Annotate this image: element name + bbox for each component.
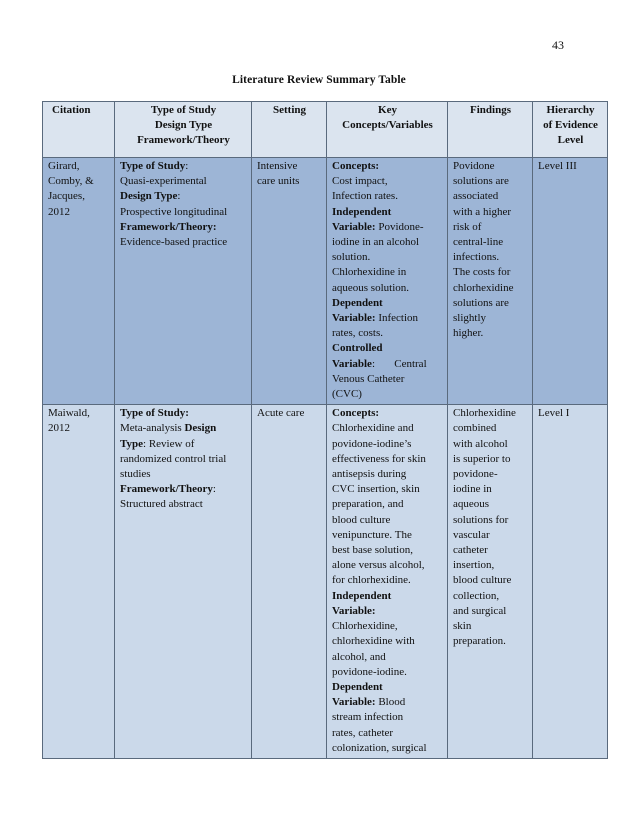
study-suffix: : — [212, 483, 216, 496]
concept-line — [332, 311, 443, 326]
study-line — [120, 482, 247, 497]
finding-line: The costs for — [453, 266, 511, 279]
finding-line: solutions are — [453, 296, 509, 309]
concept-line: solution. — [332, 251, 371, 264]
concept-line: (CVC) — [332, 388, 362, 401]
concepts-cell — [327, 158, 448, 405]
study-design-cell — [115, 405, 252, 759]
study-line — [120, 159, 247, 174]
finding-line: associated — [453, 190, 499, 203]
concept-line — [332, 695, 443, 710]
header-findings: Findings — [448, 102, 533, 158]
header-key-concepts — [327, 102, 448, 158]
evidence-level-cell: Level III — [533, 158, 608, 405]
concept-line: Independent — [332, 205, 392, 218]
concept-line: Concepts: — [332, 407, 380, 420]
concept-line: for chlorhexidine. — [332, 574, 411, 587]
finding-line: iodine in — [453, 483, 492, 496]
citation-cell — [43, 158, 115, 405]
header-citation: Citation — [43, 102, 115, 158]
finding-line: blood culture — [453, 574, 512, 587]
concept-line: alone versus alcohol, — [332, 559, 425, 572]
setting-line: Intensive — [257, 160, 298, 172]
concept-line: povidone-iodine. — [332, 665, 407, 678]
concept-line: rates, catheter — [332, 726, 394, 739]
header-hierarchy — [533, 102, 608, 158]
citation-line: Girard, — [48, 160, 80, 172]
finding-line: combined — [453, 422, 497, 435]
study-label: Type — [120, 437, 144, 450]
study-line — [120, 437, 247, 452]
finding-line: preparation. — [453, 635, 506, 648]
citation-line: 2012 — [48, 422, 70, 435]
concept-line: Dependent — [332, 296, 383, 309]
study-label: Design Type — [120, 190, 178, 203]
header-evidence-line: of Evidence — [543, 119, 598, 132]
concept-line: Cost impact, — [332, 175, 388, 188]
study-line: studies — [120, 468, 151, 481]
concept-line: CVC insertion, skin — [332, 483, 420, 496]
header-key-line: Key — [378, 104, 397, 116]
citation-line: Maiwald, — [48, 407, 90, 420]
study-text: Meta-analysis — [120, 422, 185, 435]
study-label: Framework/Theory — [120, 483, 213, 496]
finding-line: and surgical — [453, 604, 507, 617]
concept-line: stream infection — [332, 711, 404, 724]
concept-line: venipuncture. The — [332, 528, 412, 541]
concept-line: aqueous solution. — [332, 281, 409, 294]
header-setting: Setting — [252, 102, 327, 158]
concept-text: Infection — [375, 312, 419, 325]
study-line — [120, 421, 247, 436]
concept-line: alcohol, and — [332, 650, 386, 663]
study-suffix: : — [185, 160, 189, 172]
study-suffix: : — [177, 190, 181, 203]
concept-text: Blood — [375, 696, 406, 709]
finding-line: central-line — [453, 236, 504, 249]
study-label: Design — [184, 422, 217, 435]
finding-line: with a higher — [453, 205, 512, 218]
header-design-line: Design Type — [154, 119, 213, 132]
finding-line: higher. — [453, 327, 484, 340]
header-hierarchy-line: Hierarchy — [546, 104, 595, 116]
concept-line: Concepts: — [332, 160, 380, 172]
study-line: Framework/Theory: — [120, 220, 217, 233]
study-label: Type of Study — [120, 160, 186, 172]
finding-line: solutions for — [453, 513, 509, 526]
finding-line: solutions are — [453, 175, 509, 188]
study-design-cell — [115, 158, 252, 405]
study-line: Evidence-based practice — [120, 236, 228, 249]
finding-line: risk of — [453, 220, 482, 233]
study-line: Type of Study: — [120, 407, 189, 420]
finding-line: collection, — [453, 589, 500, 602]
evidence-level-cell: Level I — [533, 405, 608, 759]
concepts-cell — [327, 405, 448, 759]
finding-line: slightly — [453, 312, 487, 325]
setting-cell — [252, 158, 327, 405]
concept-line: colonization, surgical — [332, 741, 427, 754]
finding-line: with alcohol — [453, 437, 508, 450]
citation-cell — [43, 405, 115, 759]
finding-line: vascular — [453, 528, 490, 541]
setting-line: care units — [257, 175, 300, 188]
table-header-row — [43, 102, 608, 158]
findings-cell — [448, 405, 533, 759]
finding-line: catheter — [453, 544, 488, 557]
concept-line: rates, costs. — [332, 327, 384, 340]
findings-cell — [448, 158, 533, 405]
concept-line: Chlorhexidine in — [332, 266, 407, 279]
concept-line: chlorhexidine with — [332, 635, 415, 648]
study-line — [120, 189, 247, 204]
concept-line — [332, 357, 443, 372]
finding-line: insertion, — [453, 559, 495, 572]
citation-line: Jacques, — [48, 190, 85, 203]
literature-review-table — [42, 101, 608, 759]
header-framework-line: Framework/Theory — [137, 134, 230, 147]
concept-line: povidone-iodine’s — [332, 437, 412, 450]
citation-line: 2012 — [48, 205, 70, 218]
finding-line: skin — [453, 620, 472, 633]
concept-line: iodine in an alcohol — [332, 236, 420, 249]
study-line: Prospective longitudinal — [120, 205, 228, 218]
finding-line: is superior to — [453, 452, 511, 465]
concept-line: Controlled — [332, 342, 383, 355]
concept-line: Independent — [332, 589, 392, 602]
concept-line: effectiveness for skin — [332, 452, 426, 465]
concept-line: Dependent — [332, 680, 383, 693]
header-type-line: Type of Study — [150, 104, 217, 116]
header-level-line: Level — [557, 134, 584, 147]
concept-text: Povidone- — [375, 220, 424, 233]
concept-line — [332, 220, 443, 235]
finding-line: Chlorhexidine — [453, 407, 516, 420]
concept-line: preparation, and — [332, 498, 404, 511]
finding-line: aqueous — [453, 498, 490, 511]
finding-line: infections. — [453, 251, 500, 264]
study-line: Structured abstract — [120, 498, 203, 511]
concept-line: Chlorhexidine, — [332, 620, 398, 633]
concept-line: best base solution, — [332, 544, 413, 557]
concept-bold: Variable: — [332, 312, 376, 325]
concept-text: : Central — [371, 357, 427, 370]
concept-line: blood culture — [332, 513, 391, 526]
concept-line: Variable: — [332, 604, 376, 617]
page-number: 43 — [552, 38, 564, 52]
concept-bold: Variable: — [332, 220, 376, 233]
setting-line: Acute care — [257, 407, 305, 420]
table-row — [43, 405, 608, 759]
setting-cell — [252, 405, 327, 759]
concept-bold: Variable — [332, 357, 372, 370]
citation-line: Comby, & — [48, 175, 94, 188]
table-row — [43, 158, 608, 405]
header-concepts-line: Concepts/Variables — [342, 119, 433, 132]
concept-line: Venous Catheter — [332, 372, 405, 385]
finding-line: Povidone — [453, 160, 495, 172]
concept-line: Chlorhexidine and — [332, 422, 414, 435]
finding-line: povidone- — [453, 468, 498, 481]
table-title: Literature Review Summary Table — [232, 74, 406, 86]
finding-line: chlorhexidine — [453, 281, 514, 294]
header-type-of-study — [115, 102, 252, 158]
concept-bold: Variable: — [332, 696, 376, 709]
study-line: Quasi-experimental — [120, 175, 207, 188]
study-line: randomized control trial — [120, 452, 227, 465]
concept-line: Infection rates. — [332, 190, 398, 203]
concept-line: antisepsis during — [332, 468, 407, 481]
study-suffix: : Review of — [143, 437, 195, 450]
